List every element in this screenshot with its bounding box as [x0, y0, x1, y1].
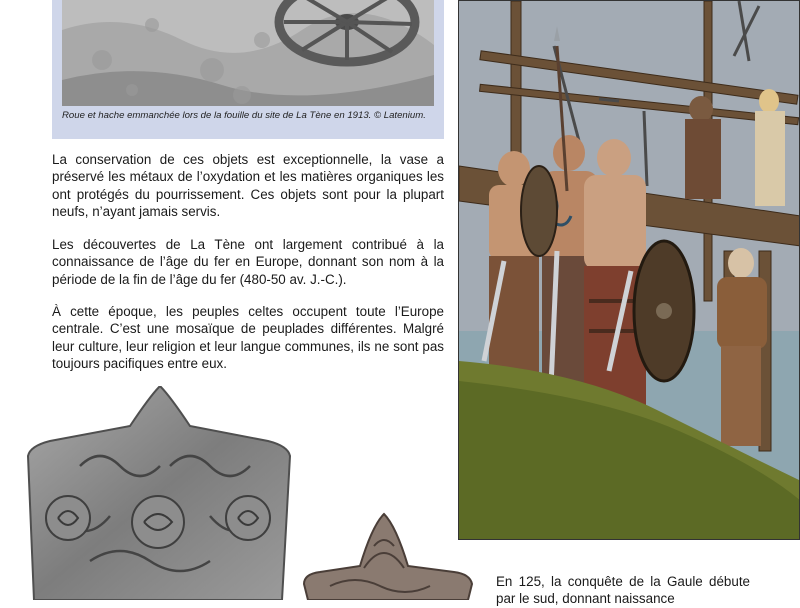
excavation-photo: [62, 0, 434, 106]
photo-caption-box: [52, 0, 444, 139]
paragraph-conservation: La conservation de ces objets est exceptionnelle, la vase a préservé les métaux de l’oxydation et les matières organiques les ont protégés du pourrissement. Ces objets sont pour la plupart neufs, n’ayant jamais servis.: [52, 152, 444, 219]
paragraph-peuples-celtes: À cette époque, les peuples celtes occupent toute l’Europe centrale. C’est une mosaïque de peuplades différentes. Malgré leur culture, leur religion et leur langue communes, ils ne sont pas toujours pacifiques entre eux.: [52, 304, 444, 371]
paragraph-conquete: En 125, la conquête de la Gaule débute par le sud, donnant naissance: [496, 574, 750, 607]
celtic-warriors-illustration: [458, 0, 800, 540]
wheel-and-axe-image: [62, 0, 434, 106]
scabbard-small-drawing: [300, 506, 476, 600]
paragraph-decouvertes: Les découvertes de La Tène ont largement contribué à la connaissance de l’âge du fer en Europe, donnant son nom à la période de la fin de l’âge du fer (480-50 av. J.-C.).: [52, 237, 444, 287]
warriors-scene: [459, 1, 800, 540]
scabbard-large-drawing: [20, 386, 296, 600]
engraved-scabbard-small: [300, 506, 476, 600]
engraved-scabbard-large: [20, 386, 296, 600]
photo-caption: Roue et hache emmanchée lors de la fouille du site de La Tène en 1913. © Latenium.: [62, 110, 426, 121]
